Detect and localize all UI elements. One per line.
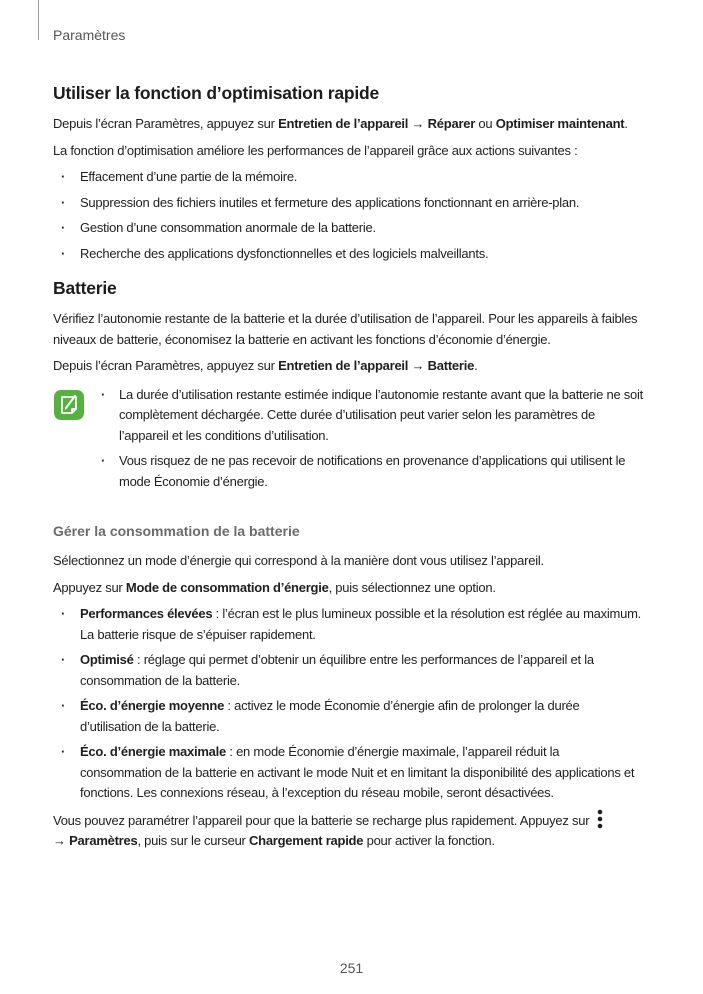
mode-name: Optimisé <box>80 652 134 667</box>
text: . <box>624 116 628 131</box>
text: , puis sur le curseur <box>137 833 249 848</box>
menu-path-optimize-now: Optimiser maintenant <box>495 116 625 131</box>
list-item: · Effacement d’une partie de la mémoire. <box>53 167 643 188</box>
note-item: · Vous risquez de ne pas recevoir de notifications en provenance d’applications qui utilisent le mode Économie d’énergie. <box>99 451 643 492</box>
text: Depuis l’écran Paramètres, appuyez sur <box>53 358 279 373</box>
text: . <box>474 358 478 373</box>
mode-description: : en mode Économie d’énergie maximale, l’appareil réduit la consommation de la batterie en activant le mode Nuit et en limitant la disponibilité des applications et fonctions. Les connexions réseau, à l’exception du réseau mobile, seront désactivées. <box>80 744 635 800</box>
fast-charge-text <box>53 809 643 852</box>
subheading-manage-consumption: Gérer la consommation de la batterie <box>53 523 300 539</box>
list-item: · Gestion d’une consommation anormale de la batterie. <box>53 218 643 239</box>
section-heading-battery: Batterie <box>53 278 117 298</box>
battery-description: Vérifiez l’autonomie restante de la batterie et la durée d’utilisation de l’appareil. Pour les appareils à faibles niveaux de batterie, économisez la batterie en activant les fonctions d’économie d’énergie. <box>53 311 638 347</box>
power-mode-item <box>53 604 643 645</box>
menu-path-settings: Paramètres <box>69 833 138 848</box>
section-heading-quick-optimize: Utiliser la fonction d’optimisation rapide <box>53 83 380 103</box>
page-number: 251 <box>339 960 364 976</box>
quick-optimize-lead: La fonction d’optimisation améliore les performances de l’appareil grâce aux actions suivantes : <box>53 142 578 158</box>
note-item: · La durée d’utilisation restante estimée indique l’autonomie restante avant que la batterie ne soit complètement déchargée. Cette durée d’utilisation peut varier selon les paramètres de l’appareil et les conditions d’utilisation. <box>99 385 643 447</box>
note-icon <box>53 389 85 421</box>
quick-optimize-intro <box>53 114 643 135</box>
power-mode-item <box>53 696 643 737</box>
page-edge-rule <box>38 0 39 40</box>
page-content <box>53 80 643 858</box>
manage-tap-text <box>53 578 643 599</box>
mode-description: : activez le mode Économie d’énergie afin de prolonger la durée d’utilisation de la batterie. <box>80 698 580 734</box>
power-mode-item <box>53 742 643 804</box>
menu-path-repair: Réparer <box>427 116 476 131</box>
menu-path-fast-charging: Chargement rapide <box>249 833 364 848</box>
mode-name: Éco. d’énergie maximale <box>80 744 226 759</box>
list-item: · Suppression des fichiers inutiles et fermeture des applications fonctionnant en arrière-plan. <box>53 193 643 214</box>
manage-select-text: Sélectionnez un mode d’énergie qui correspond à la manière dont vous utilisez l’appareil. <box>53 553 544 568</box>
text: Vous pouvez paramétrer l’appareil pour que la batterie se recharge plus rapidement. Appuyez sur <box>53 812 593 828</box>
text: , puis sélectionnez une option. <box>328 579 496 595</box>
note-list <box>99 385 643 498</box>
menu-path-device-care: Entretien de l’appareil <box>278 358 409 373</box>
text: pour activer la fonction. <box>363 833 495 848</box>
quick-optimize-list <box>53 167 643 264</box>
power-mode-item <box>53 650 643 691</box>
arrow: → <box>53 833 70 848</box>
mode-name: Éco. d’énergie moyenne <box>80 698 225 713</box>
text: Depuis l’écran Paramètres, appuyez sur <box>53 116 279 131</box>
more-options-icon <box>596 809 604 829</box>
mode-name: Performances élevées <box>80 606 213 621</box>
text: ou <box>475 116 496 131</box>
mode-description: : réglage qui permet d’obtenir un équilibre entre les performances de l’appareil et la consommation de la batterie. <box>80 652 594 688</box>
arrow: → <box>408 116 428 131</box>
mode-description: : l’écran est le plus lumineux possible et la résolution est réglée au maximum. La batterie risque de s’épuiser rapidement. <box>80 606 642 642</box>
list-item: · Recherche des applications dysfonctionnelles et des logiciels malveillants. <box>53 244 643 265</box>
note-block <box>53 385 643 502</box>
arrow: → <box>408 358 428 373</box>
menu-path-battery: Batterie <box>427 358 475 373</box>
menu-path-device-care: Entretien de l’appareil <box>278 116 409 131</box>
power-mode-list <box>53 604 643 804</box>
running-header: Paramètres <box>53 27 126 43</box>
text: Appuyez sur <box>53 579 126 595</box>
menu-path-power-mode: Mode de consommation d’énergie <box>125 579 329 595</box>
battery-path <box>53 356 643 377</box>
